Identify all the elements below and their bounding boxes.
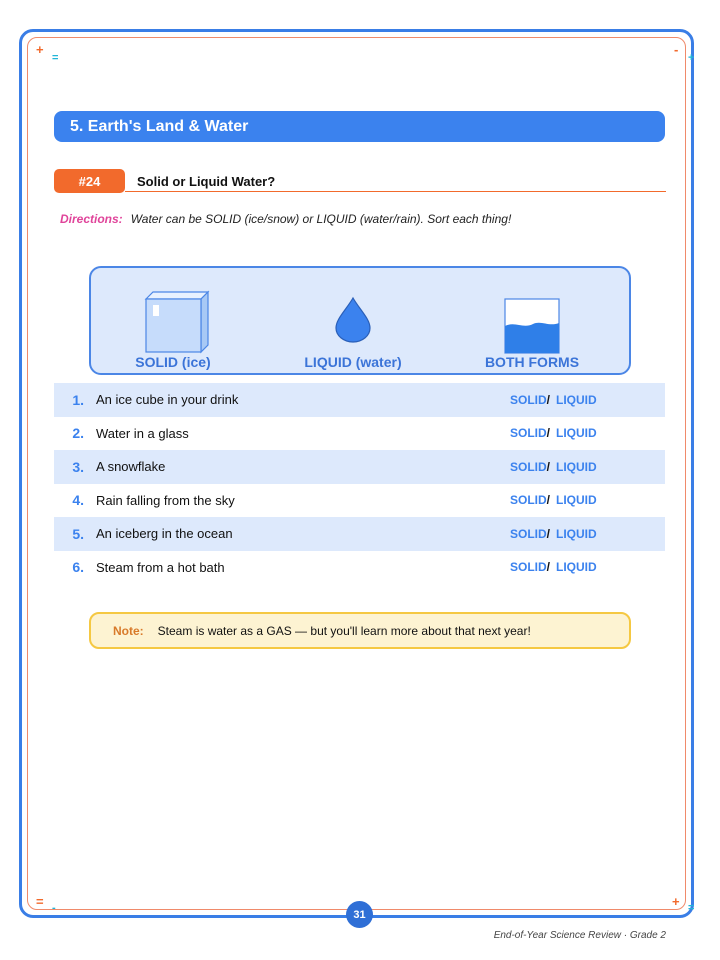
- choice-liquid[interactable]: LIQUID: [556, 459, 597, 474]
- legend-label-both: BOTH FORMS: [484, 354, 580, 370]
- question-badge: [54, 169, 125, 193]
- item-number: 2.: [72, 425, 84, 442]
- item-choices: [510, 551, 597, 585]
- item-text: Water in a glass: [96, 425, 189, 441]
- item-choices: [510, 383, 597, 417]
- choice-liquid[interactable]: LIQUID: [556, 392, 597, 407]
- ice-cube-icon: [144, 290, 210, 354]
- corner-mark-top-left-small: =: [52, 52, 59, 64]
- question-number: #24: [78, 173, 101, 189]
- corner-mark-bottom-right: +: [672, 894, 680, 909]
- choice-separator: /: [546, 526, 551, 541]
- list-item: [54, 417, 665, 451]
- note-label: Note:: [113, 623, 144, 638]
- choice-separator: /: [546, 459, 551, 474]
- choice-solid[interactable]: SOLID: [510, 459, 547, 474]
- item-text: A snowflake: [96, 459, 166, 475]
- list-item: [54, 383, 665, 417]
- question-title: Solid or Liquid Water?: [137, 174, 276, 189]
- directions: [60, 212, 511, 226]
- corner-mark-top-left: +: [36, 42, 44, 57]
- choice-liquid[interactable]: LIQUID: [556, 526, 597, 541]
- choice-separator: /: [546, 560, 551, 575]
- page-number-badge: [346, 901, 373, 928]
- choice-solid[interactable]: SOLID: [510, 526, 547, 541]
- corner-mark-top-right-small: +: [688, 52, 695, 64]
- corner-mark-bottom-left-small: -: [52, 902, 56, 914]
- note-text: Steam is water as a GAS — but you'll learn more about that next year!: [157, 623, 531, 638]
- item-number: 4.: [72, 492, 84, 509]
- item-list: [54, 383, 665, 584]
- list-item: [54, 551, 665, 585]
- choice-solid[interactable]: SOLID: [510, 426, 547, 441]
- item-text: An ice cube in your drink: [96, 392, 239, 408]
- directions-text: Water can be SOLID (ice/snow) or LIQUID (water/rain). Sort each thing!: [130, 212, 512, 226]
- note-box: [89, 612, 631, 649]
- item-choices: [510, 484, 597, 518]
- choice-separator: /: [546, 493, 551, 508]
- water-glass-icon: [503, 297, 561, 355]
- legend-label-solid: SOLID (ice): [135, 354, 211, 370]
- directions-label: Directions:: [60, 212, 123, 226]
- corner-mark-bottom-right-small: =: [688, 902, 695, 914]
- list-item: [54, 450, 665, 484]
- choice-liquid[interactable]: LIQUID: [556, 493, 597, 508]
- item-text: Steam from a hot bath: [96, 559, 225, 575]
- item-number: 5.: [72, 525, 84, 542]
- item-text: Rain falling from the sky: [96, 492, 235, 508]
- choice-solid[interactable]: SOLID: [510, 560, 547, 575]
- item-number: 6.: [72, 559, 84, 576]
- page-number: 31: [353, 908, 366, 921]
- corner-mark-top-right: -: [674, 42, 679, 57]
- choice-solid[interactable]: SOLID: [510, 493, 547, 508]
- choice-liquid[interactable]: LIQUID: [556, 426, 597, 441]
- choice-separator: /: [546, 426, 551, 441]
- item-number: 1.: [72, 391, 84, 408]
- section-header: [54, 111, 665, 142]
- corner-mark-bottom-left: =: [36, 894, 44, 909]
- list-item: [54, 484, 665, 518]
- section-title: 5. Earth's Land & Water: [70, 117, 249, 135]
- choice-solid[interactable]: SOLID: [510, 392, 547, 407]
- item-choices: [510, 450, 597, 484]
- list-item: [54, 517, 665, 551]
- item-text: An iceberg in the ocean: [96, 526, 233, 542]
- water-drop-icon: [332, 296, 374, 344]
- legend-label-liquid: LIQUID (water): [304, 354, 402, 370]
- item-choices: [510, 417, 597, 451]
- item-number: 3.: [72, 458, 84, 475]
- choice-liquid[interactable]: LIQUID: [556, 560, 597, 575]
- choice-separator: /: [546, 392, 551, 407]
- question-underline: [125, 191, 666, 192]
- footer-text: End-of-Year Science Review · Grade 2: [493, 930, 666, 941]
- item-choices: [510, 517, 597, 551]
